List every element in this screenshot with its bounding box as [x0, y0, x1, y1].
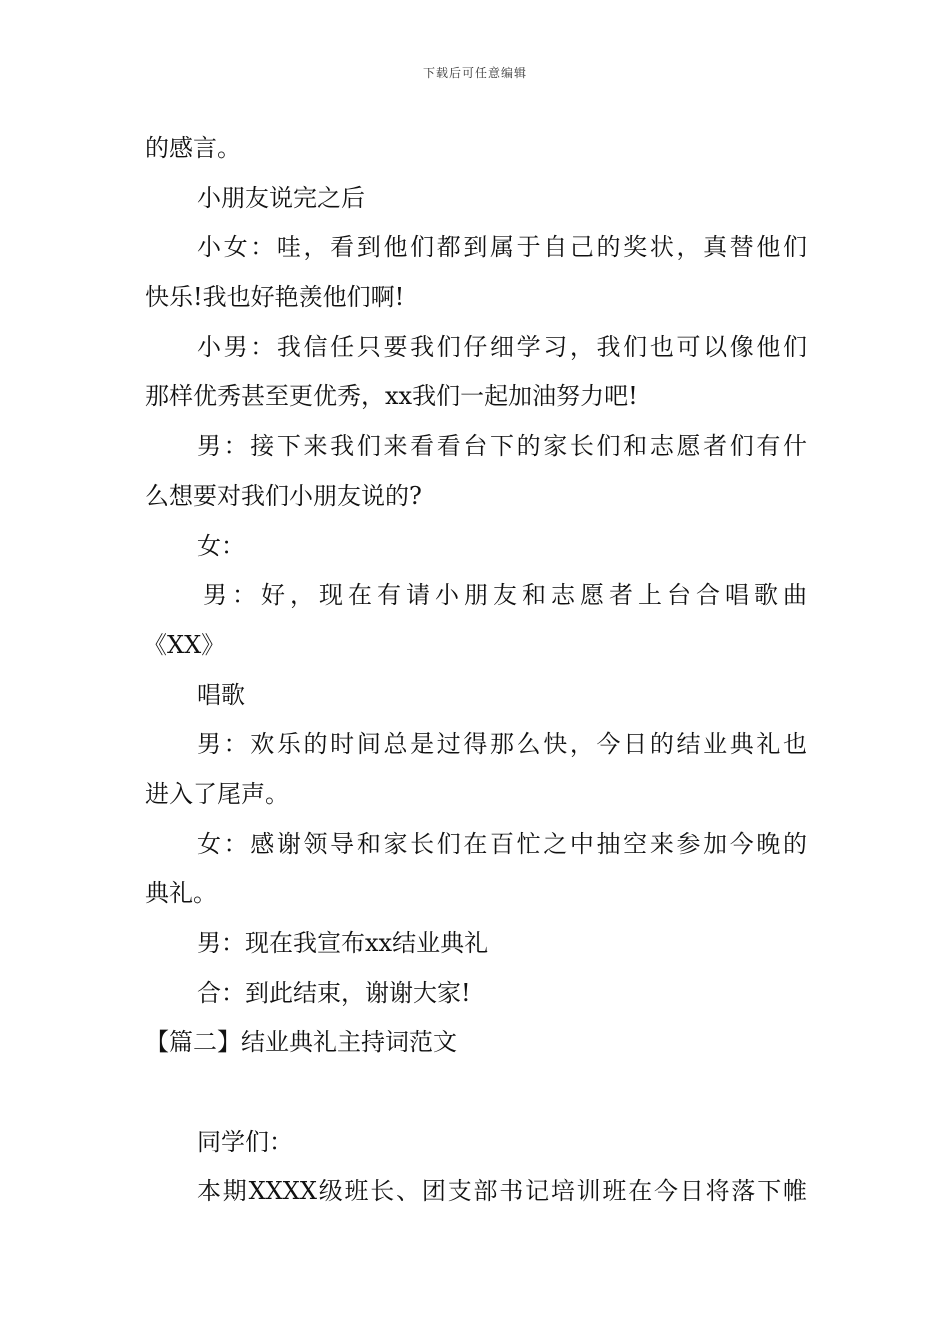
text-line: 小男：我信任只要我们仔细学习，我们也可以像他们	[197, 332, 807, 361]
text-line: 男：好，现在有请小朋友和志愿者上台合唱歌曲	[203, 581, 807, 610]
text-line: 本期XXXX级班长、团支部书记培训班在今日将落下帷	[197, 1177, 807, 1206]
text-line: 女：感谢领导和家长们在百忙之中抽空来参加今晚的	[197, 829, 807, 858]
text-line: 的感言。	[145, 134, 241, 162]
text-line: 小朋友说完之后	[197, 183, 365, 212]
text-line: 典礼。	[145, 879, 217, 908]
text-line: 进入了尾声。	[145, 779, 289, 808]
text-line: 那样优秀甚至更优秀，xx我们一起加油努力吧!	[145, 382, 638, 411]
text-line: 小女：哇，看到他们都到属于自己的奖状，真替他们	[197, 233, 807, 262]
text-line: 男：接下来我们来看看台下的家长们和志愿者们有什	[197, 432, 807, 461]
blank-line	[145, 1068, 807, 1118]
text-line: 唱歌	[197, 680, 245, 709]
text-line: 男：欢乐的时间总是过得那么快，今日的结业典礼也	[197, 730, 807, 759]
text-line: 男：现在我宣布xx结业典礼	[197, 929, 489, 957]
document-body	[145, 124, 807, 1217]
text-line: 女：	[197, 531, 245, 560]
text-line: 合：到此结束，谢谢大家!	[197, 978, 471, 1007]
text-line: 同学们：	[197, 1127, 293, 1156]
section-heading: 【篇二】结业典礼主持词范文	[145, 1028, 457, 1057]
text-line: 《XX》	[143, 630, 226, 659]
text-line: 快乐!我也好艳羡他们啊!	[145, 283, 405, 312]
text-line: 么想要对我们小朋友说的?	[145, 481, 422, 510]
page-header: 下载后可任意编辑	[422, 66, 527, 80]
